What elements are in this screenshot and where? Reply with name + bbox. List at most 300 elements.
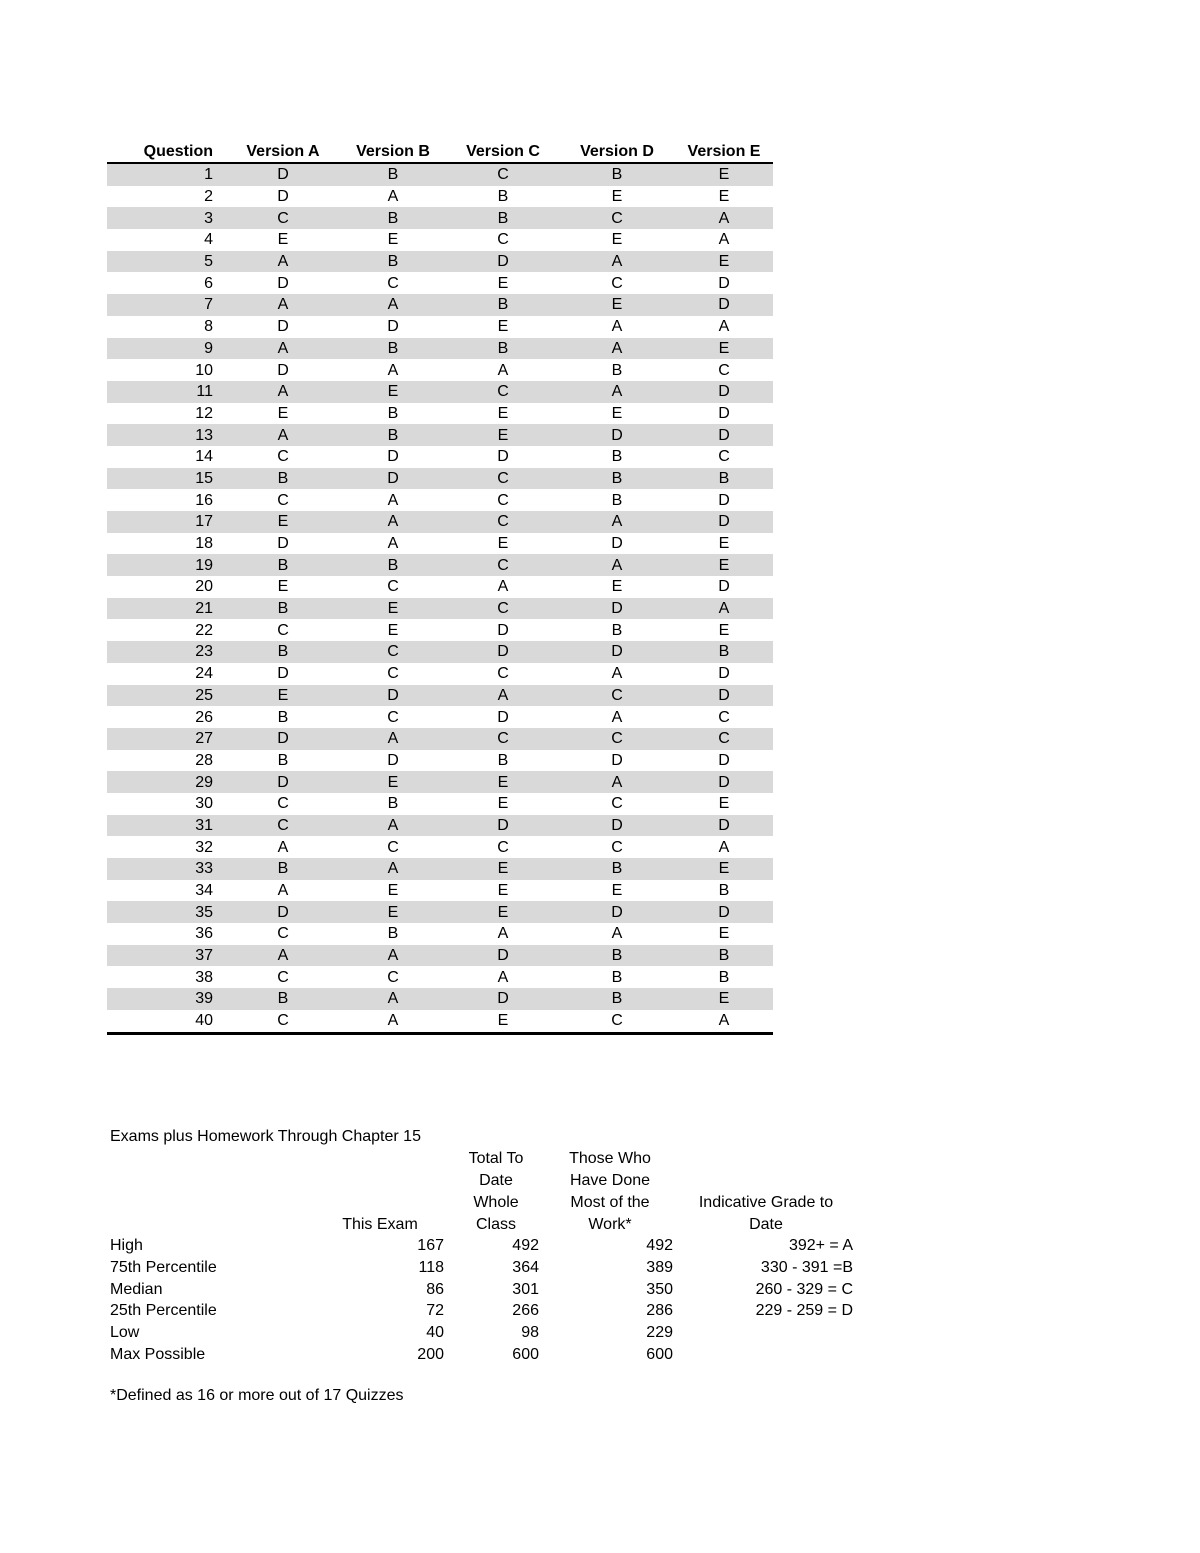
- answer-cell: E: [387, 231, 399, 249]
- summary-most-work: 229: [646, 1324, 673, 1342]
- answer-row: [107, 988, 773, 1010]
- answer-cell: E: [675, 251, 773, 273]
- answer-cell: C: [387, 968, 399, 986]
- answer-cell: D: [447, 251, 559, 273]
- answer-cell: A: [387, 535, 399, 553]
- question-number: 16: [195, 491, 213, 509]
- answer-cell: B: [611, 621, 623, 639]
- question-number: 11: [107, 381, 227, 403]
- answer-cell: C: [227, 815, 339, 837]
- answer-cell: C: [277, 795, 289, 813]
- answer-cell: D: [497, 708, 509, 726]
- answer-cell: B: [447, 207, 559, 229]
- answer-cell: C: [277, 968, 289, 986]
- answer-row: [107, 901, 773, 923]
- answer-cell: B: [559, 858, 675, 880]
- summary-this-exam: 86: [426, 1280, 444, 1298]
- answer-cell: A: [339, 988, 447, 1010]
- answer-cell: A: [227, 945, 339, 967]
- answer-cell: B: [227, 554, 339, 576]
- answer-cell: C: [387, 708, 399, 726]
- answer-cell: A: [559, 251, 675, 273]
- answer-cell: A: [559, 381, 675, 403]
- summary-row: [110, 1257, 1200, 1279]
- answer-cell: D: [497, 448, 509, 466]
- answer-cell: D: [718, 404, 730, 422]
- answer-cell: A: [387, 491, 399, 509]
- summary-total-to-date: 492: [512, 1237, 539, 1254]
- answer-cell: D: [227, 771, 339, 793]
- answer-cell: B: [387, 795, 399, 813]
- answer-cell: E: [718, 795, 730, 813]
- answer-cell: D: [718, 491, 730, 509]
- answer-cell: D: [675, 901, 773, 923]
- answer-cell: E: [447, 858, 559, 880]
- answer-row: [107, 750, 773, 772]
- answer-cell: D: [675, 424, 773, 446]
- answer-cell: C: [611, 274, 623, 292]
- answer-row: [107, 511, 773, 533]
- summary-most-work: 492: [646, 1237, 673, 1254]
- answer-cell: A: [559, 338, 675, 360]
- answer-cell: C: [559, 728, 675, 750]
- answer-cell: B: [339, 207, 447, 229]
- question-number: 31: [107, 815, 227, 837]
- answer-key-table: [107, 142, 773, 1035]
- question-number: 29: [107, 771, 227, 793]
- question-number: 22: [195, 621, 213, 639]
- answer-cell: B: [611, 968, 623, 986]
- answer-cell: C: [447, 468, 559, 490]
- answer-cell: B: [339, 163, 447, 186]
- answer-cell: B: [611, 361, 623, 379]
- question-number: 32: [195, 838, 213, 856]
- answer-row: [107, 294, 773, 316]
- question-number: 28: [195, 751, 213, 769]
- answer-cell: C: [718, 708, 730, 726]
- summary-indicative-grade: 392+ = A: [788, 1237, 853, 1254]
- summary-row-label: Max Possible: [110, 1346, 206, 1363]
- summary-row: [110, 1322, 1200, 1344]
- answer-cell: A: [339, 815, 447, 837]
- answer-cell: C: [387, 578, 399, 596]
- answer-row: [107, 945, 773, 967]
- answer-cell: A: [339, 1010, 447, 1033]
- answer-cell: E: [611, 231, 623, 249]
- answer-row: [107, 641, 773, 663]
- answer-cell: E: [718, 188, 730, 206]
- answer-cell: A: [675, 1010, 773, 1033]
- answer-row: [107, 663, 773, 685]
- answer-cell: A: [497, 968, 509, 986]
- answer-cell: E: [497, 882, 509, 900]
- answer-cell: B: [718, 882, 730, 900]
- answer-cell: D: [559, 424, 675, 446]
- answer-cell: B: [277, 708, 289, 726]
- answer-cell: D: [277, 318, 289, 336]
- summary-total-to-date: 301: [512, 1280, 539, 1298]
- answer-cell: D: [447, 641, 559, 663]
- question-number: 18: [195, 535, 213, 553]
- answer-cell: D: [447, 945, 559, 967]
- answer-cell: C: [277, 491, 289, 509]
- answer-cell: A: [611, 665, 623, 683]
- answer-cell: E: [675, 163, 773, 186]
- answer-cell: B: [559, 163, 675, 186]
- answer-row: [107, 272, 773, 294]
- answer-cell: E: [611, 404, 623, 422]
- answer-cell: A: [387, 361, 399, 379]
- answer-cell: B: [339, 424, 447, 446]
- answer-cell: C: [497, 665, 509, 683]
- summary-total-to-date: 98: [521, 1324, 539, 1342]
- summary-this-exam: 40: [426, 1324, 444, 1342]
- question-number: 14: [195, 448, 213, 466]
- answer-row: [107, 706, 773, 728]
- answer-cell: A: [497, 925, 509, 943]
- answer-cell: E: [611, 188, 623, 206]
- answer-cell: E: [718, 535, 730, 553]
- answer-cell: D: [559, 641, 675, 663]
- answer-row: [107, 1010, 773, 1033]
- answer-cell: B: [447, 294, 559, 316]
- answer-cell: B: [675, 641, 773, 663]
- col-header-total-to-date: Total To Date Whole Class: [468, 1150, 524, 1233]
- summary-most-work: 600: [646, 1346, 673, 1363]
- answer-cell: B: [559, 988, 675, 1010]
- answer-cell: D: [387, 318, 399, 336]
- answer-cell: C: [611, 838, 623, 856]
- answer-cell: B: [718, 968, 730, 986]
- answer-cell: E: [339, 771, 447, 793]
- answer-cell: C: [447, 511, 559, 533]
- answer-cell: B: [227, 598, 339, 620]
- answer-cell: D: [675, 294, 773, 316]
- answer-cell: B: [497, 188, 509, 206]
- answer-cell: C: [497, 231, 509, 249]
- answer-cell: C: [277, 925, 289, 943]
- answer-cell: E: [497, 318, 509, 336]
- answer-cell: D: [675, 815, 773, 837]
- answer-row: [107, 229, 773, 251]
- answer-row: [107, 424, 773, 446]
- header-version-a: Version A: [227, 142, 339, 163]
- answer-cell: D: [497, 621, 509, 639]
- answer-cell: E: [497, 795, 509, 813]
- answer-cell: C: [387, 274, 399, 292]
- answer-key-header-row: [107, 142, 773, 163]
- question-number: 1: [107, 163, 227, 186]
- answer-cell: E: [497, 274, 509, 292]
- answer-cell: C: [227, 1010, 339, 1033]
- summary-total-to-date: 266: [512, 1302, 539, 1320]
- question-number: 13: [107, 424, 227, 446]
- answer-row: [107, 598, 773, 620]
- answer-cell: A: [339, 728, 447, 750]
- answer-cell: D: [611, 535, 623, 553]
- answer-cell: C: [559, 685, 675, 707]
- answer-cell: C: [447, 554, 559, 576]
- answer-cell: E: [675, 554, 773, 576]
- answer-row: [107, 576, 773, 598]
- answer-cell: D: [675, 685, 773, 707]
- answer-cell: B: [611, 491, 623, 509]
- summary-indicative-grade: 330 - 391 =B: [760, 1258, 853, 1276]
- answer-cell: D: [339, 468, 447, 490]
- question-number: 33: [107, 858, 227, 880]
- answer-cell: C: [675, 728, 773, 750]
- answer-row: [107, 316, 773, 338]
- summary-row-label: Low: [110, 1324, 140, 1342]
- summary-row-label: 25th Percentile: [110, 1302, 217, 1320]
- summary-total-to-date: 600: [512, 1346, 539, 1363]
- answer-cell: D: [675, 511, 773, 533]
- col-header-indicative-grade: Indicative Grade to Date: [698, 1194, 834, 1233]
- answer-row: [107, 207, 773, 229]
- answer-row: [107, 403, 773, 425]
- summary-row-label: 75th Percentile: [110, 1258, 217, 1276]
- question-number: 3: [107, 207, 227, 229]
- answer-row: [107, 251, 773, 273]
- answer-row: [107, 359, 773, 381]
- col-header-most-work: Those Who Have Done Most of the Work*: [569, 1150, 651, 1233]
- answer-cell: E: [339, 901, 447, 923]
- answer-cell: E: [227, 511, 339, 533]
- answer-cell: D: [559, 598, 675, 620]
- question-number: 21: [107, 598, 227, 620]
- answer-cell: A: [559, 554, 675, 576]
- answer-cell: A: [447, 685, 559, 707]
- header-version-e: Version E: [675, 142, 773, 163]
- answer-cell: D: [227, 163, 339, 186]
- answer-cell: E: [675, 338, 773, 360]
- answer-cell: A: [339, 858, 447, 880]
- answer-cell: D: [675, 381, 773, 403]
- answer-cell: E: [559, 294, 675, 316]
- answer-cell: D: [387, 751, 399, 769]
- answer-row: [107, 163, 773, 186]
- answer-cell: C: [497, 491, 509, 509]
- answer-row: [107, 836, 773, 858]
- question-number: 37: [107, 945, 227, 967]
- header-version-b: Version B: [339, 142, 447, 163]
- answer-cell: D: [447, 815, 559, 837]
- answer-cell: B: [227, 858, 339, 880]
- answer-cell: B: [227, 468, 339, 490]
- answer-row: [107, 338, 773, 360]
- answer-cell: E: [611, 578, 623, 596]
- footnote: *Defined as 16 or more out of 17 Quizzes: [110, 1387, 404, 1404]
- answer-cell: C: [559, 1010, 675, 1033]
- answer-row: [107, 619, 773, 641]
- answer-cell: A: [339, 294, 447, 316]
- answer-cell: A: [387, 188, 399, 206]
- answer-row: [107, 966, 773, 988]
- summary-most-work: 389: [646, 1258, 673, 1276]
- answer-row: [107, 489, 773, 511]
- answer-cell: B: [675, 468, 773, 490]
- answer-cell: D: [718, 274, 730, 292]
- answer-row: [107, 771, 773, 793]
- summary-this-exam: 200: [417, 1346, 444, 1363]
- answer-cell: D: [339, 685, 447, 707]
- answer-cell: D: [718, 665, 730, 683]
- question-number: 26: [195, 708, 213, 726]
- answer-row: [107, 793, 773, 815]
- answer-cell: D: [387, 448, 399, 466]
- summary-most-work: 286: [646, 1302, 673, 1320]
- answer-cell: C: [718, 448, 730, 466]
- answer-cell: A: [611, 925, 623, 943]
- question-number: 19: [107, 554, 227, 576]
- answer-cell: A: [227, 338, 339, 360]
- answer-cell: E: [227, 685, 339, 707]
- summary-this-exam: 167: [417, 1237, 444, 1254]
- answer-cell: C: [718, 361, 730, 379]
- answer-row: [107, 858, 773, 880]
- answer-cell: A: [339, 511, 447, 533]
- summary-this-exam: 118: [418, 1258, 444, 1276]
- question-number: 39: [107, 988, 227, 1010]
- answer-cell: B: [387, 404, 399, 422]
- answer-cell: A: [559, 771, 675, 793]
- summary-total-to-date: 364: [512, 1258, 539, 1276]
- answer-cell: E: [675, 858, 773, 880]
- question-number: 30: [195, 795, 213, 813]
- answer-cell: E: [277, 404, 289, 422]
- answer-cell: D: [559, 901, 675, 923]
- answer-cell: A: [227, 251, 339, 273]
- answer-cell: C: [447, 728, 559, 750]
- answer-cell: B: [559, 945, 675, 967]
- summary-indicative-grade: 260 - 329 = C: [755, 1280, 853, 1298]
- summary-row-label: Median: [110, 1280, 163, 1298]
- answer-cell: E: [497, 404, 509, 422]
- answer-row: [107, 923, 773, 945]
- answer-cell: E: [718, 925, 730, 943]
- answer-row: [107, 186, 773, 208]
- summary-row: [110, 1235, 1200, 1257]
- question-number: 12: [195, 404, 213, 422]
- answer-cell: D: [559, 815, 675, 837]
- answer-cell: E: [447, 901, 559, 923]
- answer-cell: C: [227, 207, 339, 229]
- answer-cell: E: [339, 598, 447, 620]
- answer-row: [107, 381, 773, 403]
- question-number: 8: [204, 318, 213, 336]
- question-number: 15: [107, 468, 227, 490]
- answer-cell: C: [447, 598, 559, 620]
- answer-cell: B: [387, 925, 399, 943]
- answer-cell: B: [559, 468, 675, 490]
- answer-cell: E: [277, 578, 289, 596]
- summary-most-work: 350: [646, 1280, 673, 1298]
- question-number: 38: [195, 968, 213, 986]
- answer-cell: D: [277, 665, 289, 683]
- answer-cell: D: [277, 274, 289, 292]
- answer-cell: A: [718, 231, 730, 249]
- question-number: 34: [195, 882, 213, 900]
- summary-this-exam: 72: [426, 1302, 444, 1320]
- answer-cell: D: [718, 578, 730, 596]
- answer-row: [107, 468, 773, 490]
- answer-cell: E: [718, 621, 730, 639]
- answer-cell: C: [447, 163, 559, 186]
- answer-cell: E: [447, 771, 559, 793]
- answer-cell: D: [227, 901, 339, 923]
- answer-cell: A: [718, 318, 730, 336]
- question-number: 10: [195, 361, 213, 379]
- answer-cell: A: [227, 424, 339, 446]
- summary-indicative-grade: 229 - 259 = D: [755, 1302, 853, 1320]
- question-number: 6: [204, 274, 213, 292]
- answer-cell: C: [339, 641, 447, 663]
- question-number: 9: [107, 338, 227, 360]
- answer-cell: D: [277, 535, 289, 553]
- question-number: 40: [107, 1010, 227, 1033]
- answer-cell: A: [227, 381, 339, 403]
- answer-cell: A: [227, 294, 339, 316]
- question-number: 20: [195, 578, 213, 596]
- answer-cell: B: [675, 945, 773, 967]
- answer-cell: C: [559, 207, 675, 229]
- answer-cell: B: [277, 751, 289, 769]
- answer-cell: E: [387, 621, 399, 639]
- answer-cell: A: [611, 318, 623, 336]
- answer-row: [107, 815, 773, 837]
- answer-cell: A: [497, 578, 509, 596]
- answer-cell: E: [339, 381, 447, 403]
- answer-cell: B: [447, 338, 559, 360]
- answer-row: [107, 685, 773, 707]
- answer-cell: A: [277, 882, 289, 900]
- answer-cell: B: [227, 641, 339, 663]
- answer-cell: A: [611, 708, 623, 726]
- question-number: 25: [107, 685, 227, 707]
- summary-row: [110, 1279, 1200, 1301]
- answer-row: [107, 880, 773, 902]
- answer-cell: D: [718, 751, 730, 769]
- answer-cell: A: [339, 945, 447, 967]
- answer-cell: E: [611, 882, 623, 900]
- answer-cell: C: [387, 838, 399, 856]
- answer-cell: E: [277, 231, 289, 249]
- question-number: 35: [107, 901, 227, 923]
- answer-cell: A: [497, 361, 509, 379]
- header-version-c: Version C: [447, 142, 559, 163]
- question-number: 23: [107, 641, 227, 663]
- question-number: 2: [204, 188, 213, 206]
- summary-row: [110, 1300, 1200, 1322]
- answer-cell: E: [447, 424, 559, 446]
- question-number: 24: [195, 665, 213, 683]
- question-number: 17: [107, 511, 227, 533]
- question-number: 7: [107, 294, 227, 316]
- answer-cell: C: [277, 448, 289, 466]
- summary-row-label: High: [110, 1237, 143, 1254]
- answer-cell: A: [675, 207, 773, 229]
- answer-cell: C: [611, 795, 623, 813]
- header-question: Question: [107, 142, 227, 163]
- answer-cell: C: [497, 838, 509, 856]
- answer-cell: D: [227, 728, 339, 750]
- answer-cell: A: [559, 511, 675, 533]
- answer-cell: C: [387, 665, 399, 683]
- question-number: 27: [107, 728, 227, 750]
- header-version-d: Version D: [559, 142, 675, 163]
- summary-row: [110, 1344, 1200, 1366]
- answer-cell: E: [387, 882, 399, 900]
